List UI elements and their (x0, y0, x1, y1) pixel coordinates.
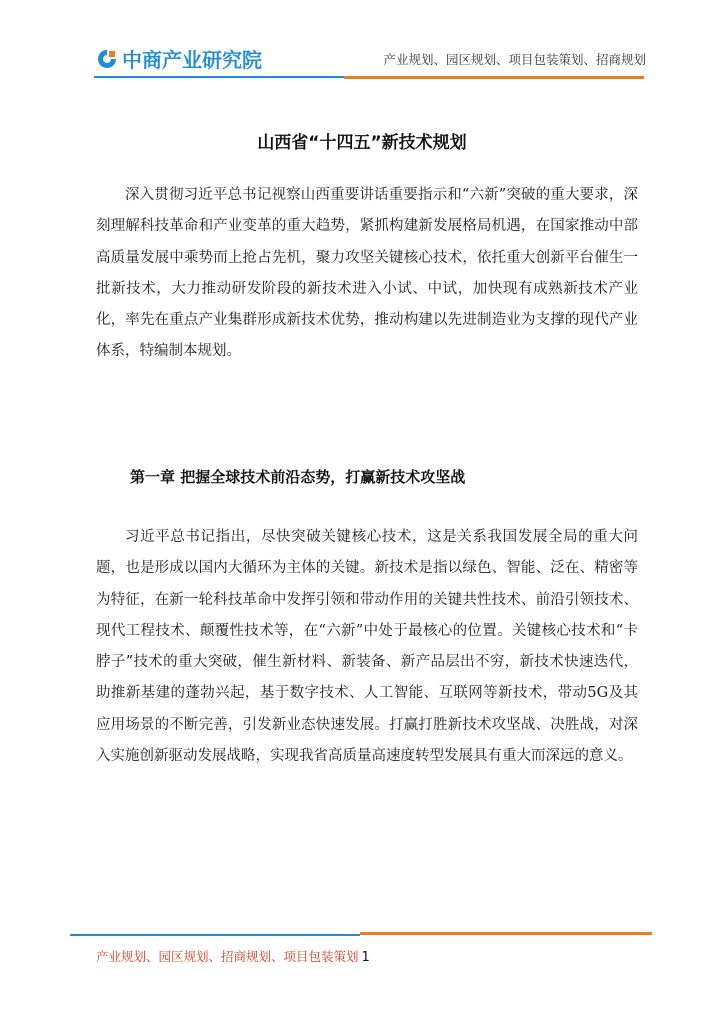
header-tagline: 产业规划、园区规划、项目包装策划、招商规划 (383, 52, 646, 67)
document-title: 山西省“十四五”新技术规划 (257, 133, 467, 153)
footer-divider-orange (360, 932, 652, 935)
page-header (0, 0, 724, 90)
logo-text: 中商产业研究院 (122, 48, 262, 72)
company-logo (96, 44, 262, 73)
intro-paragraph: 深入贯彻习近平总书记视察山西重要讲话重要指示和“六新”突破的重大要求，深刻理解科技革命和产业变革的重大趋势，紧抓构建新发展格局机遇，在国家推动中部高质量发展中乘势而上抢占先机，聚力攻坚关键核心技术，依托重大创新平台催生一批新技术，大力推动研发阶段的新技术进入小试、中试，加快现有成熟新技术产业化，率先在重点产业集群形成新技术优势，推动构建以先进制造业为支撑的现代产业体系，特编制本规划。 (96, 187, 638, 360)
chapter-heading: 第一章 把握全球技术前沿态势，打赢新技术攻坚战 (130, 468, 466, 486)
header-divider-orange (344, 76, 644, 79)
page-footer (96, 947, 370, 965)
footer-divider-blue (70, 934, 360, 936)
footer-tagline: 产业规划、园区规划、招商规划、项目包装策划 (96, 949, 359, 964)
chapter-paragraph: 习近平总书记指出，尽快突破关键核心技术，这是关系我国发展全局的重大问题，也是形成以国内大循环为主体的关键。新技术是指以绿色、智能、泛在、精密等为特征，在新一轮科技革命中发挥引领和带动作用的关键共性技术、前沿引领技术、现代工程技术、颠覆性技术等，在“六新”中处于最核心的位置。关键核心技术和“卡脖子”技术的重大突破，催生新材料、新装备、新产品层出不穷，新技术快速迭代，助推新基建的蓬勃兴起，基于数字技术、人工智能、互联网等新技术，带动5G及其应用场景的不断完善，引发新业态快速发展。打赢打胜新技术攻坚战、决胜战，对深入实施创新驱动发展战略，实现我省高质量高速度转型发展具有重大而深远的意义。 (96, 529, 638, 765)
header-divider-blue (94, 76, 344, 78)
page-number: 1 (361, 950, 370, 965)
logo-icon (96, 48, 118, 70)
